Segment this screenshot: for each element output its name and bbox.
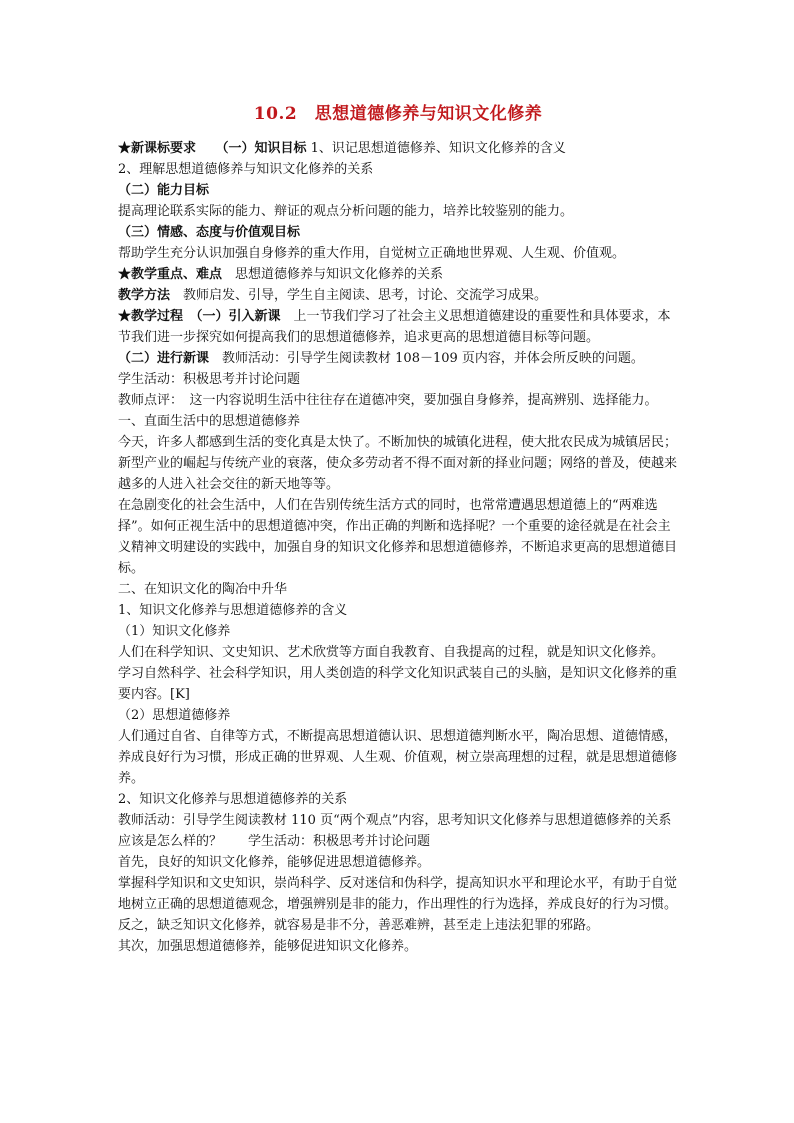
paragraph: [118, 663, 678, 705]
paragraph: [118, 600, 678, 621]
paragraph: [118, 936, 678, 957]
paragraph-text: 掌握科学知识和文史知识，崇尚科学、反对迷信和伪科学，提高知识水平和理论水平，有助于自觉地树立正确的思想道德观念，增强辨别是非的能力，作出理性的行为选择，养成良好的行为习惯。反之，缺乏知识文化修养，就容易是非不分，善恶难辨，甚至走上违法犯罪的邪路。: [118, 876, 678, 933]
paragraph: [118, 705, 678, 726]
paragraph: [118, 432, 678, 495]
paragraph: [118, 810, 678, 852]
paragraph: [118, 264, 678, 285]
paragraph: [118, 495, 678, 579]
paragraph-text: 学习自然科学、社会科学知识，用人类创造的科学文化知识武装自己的头脑，是知识文化修养的重要内容。[K]: [118, 666, 678, 702]
paragraph-text: 1、识记思想道德修养、知识文化修养的含义: [306, 141, 566, 156]
paragraph-text: 教师启发、引导，学生自主阅读、思考，讨论、交流学习成果。: [170, 288, 548, 303]
document-body: [118, 138, 678, 957]
paragraph-text: 学生活动：积极思考并讨论问题: [118, 372, 301, 387]
page-title: 10.2 思想道德修养与知识文化修养: [253, 104, 543, 124]
paragraph-text: 在急剧变化的社会生活中，人们在告别传统生活方式的同时，也常常遭遇思想道德上的“两难选择”。如何正视生活中的思想道德冲突，作出正确的判断和选择呢？一个重要的途径就是在社会主义精神文明建设的实践中，加强自身的知识文化修养和思想道德修养，不断追求更高的思想道德目标。: [118, 498, 678, 576]
paragraph-text: （1）知识文化修养: [118, 624, 231, 639]
paragraph-text: 思想道德修养与知识文化修养的关系: [222, 267, 444, 282]
bold-heading: ★教学过程 （一）引入新课: [118, 309, 281, 324]
paragraph-text: 二、在知识文化的陶冶中升华: [118, 582, 288, 597]
paragraph: [118, 201, 678, 222]
bold-heading: ★教学重点、难点: [118, 267, 223, 282]
bold-heading: （二）能力目标: [118, 183, 210, 198]
paragraph-text: 上一节我们学习了社会主义思想道德建设的重要性和具体要求，本节我们进一步探究如何提高我们的思想道德修养，追求更高的思想道德目标等问题。: [118, 309, 671, 345]
paragraph: [118, 411, 678, 432]
bold-heading: （二）进行新课: [118, 351, 210, 366]
paragraph-text: 首先，良好的知识文化修养，能够促进思想道德修养。: [118, 855, 431, 870]
paragraph: [118, 285, 678, 306]
paragraph-text: 2、理解思想道德修养与知识文化修养的关系: [118, 162, 374, 177]
paragraph: [118, 159, 678, 180]
paragraph: [118, 306, 678, 348]
paragraph-text: 教师活动：引导学生阅读教材 110 页“两个观点”内容，思考知识文化修养与思想道德修养的关系应该是怎么样的？ 学生活动：积极思考并讨论问题: [118, 813, 672, 849]
document-page: [118, 102, 678, 957]
paragraph-text: 今天，许多人都感到生活的变化真是太快了。不断加快的城镇化进程，使大批农民成为城镇居民；新型产业的崛起与传统产业的衰落，使众多劳动者不得不面对新的择业问题；网络的普及，使越来越多的人进入社会交往的新天地等等。: [118, 435, 678, 492]
paragraph: [118, 789, 678, 810]
bold-heading: ★新课标要求 （一）知识目标: [118, 141, 307, 156]
paragraph-text: 提高理论联系实际的能力、辩证的观点分析问题的能力，培养比较鉴别的能力。: [118, 204, 574, 219]
paragraph: [118, 138, 678, 159]
paragraph-text: 一、直面生活中的思想道德修养: [118, 414, 301, 429]
paragraph: [118, 726, 678, 789]
paragraph-text: 人们通过自省、自律等方式，不断提高思想道德认识、思想道德判断水平，陶冶思想、道德情感，养成良好行为习惯，形成正确的世界观、人生观、价值观，树立崇高理想的过程，就是思想道德修养。: [118, 729, 678, 786]
paragraph: [118, 873, 678, 936]
paragraph-text: 2、知识文化修养与思想道德修养的关系: [118, 792, 348, 807]
paragraph-text: 1、知识文化修养与思想道德修养的含义: [118, 603, 348, 618]
paragraph: [118, 642, 678, 663]
paragraph-text: 人们在科学知识、文史知识、艺术欣赏等方面自我教育、自我提高的过程，就是知识文化修养。: [118, 645, 665, 660]
paragraph: [118, 222, 678, 243]
paragraph: [118, 852, 678, 873]
paragraph: [118, 390, 678, 411]
bold-heading: 教学方法: [118, 288, 171, 303]
paragraph: [118, 180, 678, 201]
paragraph: [118, 369, 678, 390]
paragraph-text: 帮助学生充分认识加强自身修养的重大作用，自觉树立正确地世界观、人生观、价值观。: [118, 246, 626, 261]
bold-heading: （三）情感、态度与价值观目标: [118, 225, 301, 240]
paragraph: [118, 348, 678, 369]
paragraph: [118, 621, 678, 642]
paragraph-text: 教师点评： 这一内容说明生活中往往存在道德冲突，要加强自身修养，提高辨别、选择能力。: [118, 393, 658, 408]
paragraph-text: （2）思想道德修养: [118, 708, 231, 723]
paragraph-text: 其次，加强思想道德修养，能够促进知识文化修养。: [118, 939, 418, 954]
paragraph: [118, 243, 678, 264]
paragraph-text: 教师活动：引导学生阅读教材 108－109 页内容，并体会所反映的问题。: [209, 351, 644, 366]
paragraph: [118, 579, 678, 600]
